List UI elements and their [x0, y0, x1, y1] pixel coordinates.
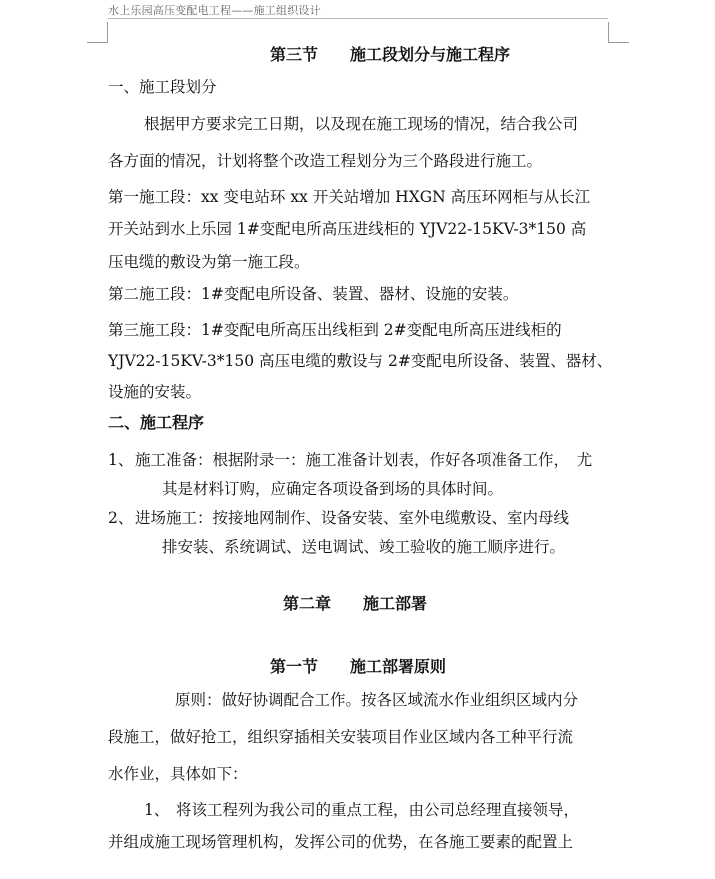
chapter-title: 第二章 施工部署 [283, 594, 428, 613]
paragraph-line: 压电缆的敷设为第一施工段。 [108, 253, 310, 271]
crop-mark-top-right [608, 22, 629, 43]
paragraph-line: 根据甲方要求完工日期，以及现在施工现场的情况，结合我公司 [144, 115, 579, 133]
paragraph-line: 第一施工段：xx 变电站环 xx 开关站增加 HXGN 高压环网柜与从长江 [108, 188, 591, 206]
paragraph-line: 第三施工段：1#变配电所高压出线柜到 2#变配电所高压进线柜的 [108, 321, 562, 339]
page-header-title: 水上乐园高压变配电工程——施工组织设计 [108, 4, 321, 17]
list-item-line: 将该工程列为我公司的重点工程，由公司总经理直接领导， [176, 801, 580, 819]
section-title: 第三节 施工段划分与施工程序 [270, 45, 511, 64]
paragraph-line: YJV22-15KV-3*150 高压电缆的敷设与 2#变配电所设备、装置、器材、 [108, 352, 613, 370]
subheading-procedure: 二、施工程序 [108, 413, 205, 432]
list-item-line: 并组成施工现场管理机构，发挥公司的优势，在各施工要素的配置上 [108, 833, 574, 851]
paragraph-line: 水作业，具体如下： [108, 765, 248, 783]
paragraph-line: 设施的安装。 [108, 383, 202, 401]
list-item-number: 1、 [108, 451, 134, 469]
list-item-number: 2、 [108, 509, 134, 527]
crop-mark-top-left [87, 22, 108, 43]
paragraph-line: 开关站到水上乐园 1#变配电所高压进线柜的 YJV22-15KV-3*150 高 [108, 220, 587, 238]
paragraph-line: 各方面的情况，计划将整个改造工程划分为三个路段进行施工。 [108, 152, 543, 170]
section-title: 第一节 施工部署原则 [270, 657, 447, 676]
paragraph-line: 段施工，做好抢工，组织穿插相关安装项目作业区域内各工种平行流 [108, 728, 574, 746]
list-item-line: 其是材料订购，应确定各项设备到场的具体时间。 [162, 480, 504, 498]
subheading-stage-division: 一、施工段划分 [108, 78, 217, 96]
paragraph-line: 第二施工段：1#变配电所设备、装置、器材、设施的安装。 [108, 285, 519, 303]
list-item-line: 排安装、系统调试、送电调试、竣工验收的施工顺序进行。 [162, 538, 566, 556]
list-item-line: 施工准备：根据附录一：施工准备计划表，作好各项准备工作， 尤 [135, 451, 593, 469]
paragraph-line: 原则：做好协调配合工作。按各区域流水作业组织区域内分 [175, 691, 579, 709]
list-item-number: 1、 [144, 801, 170, 819]
list-item-line: 进场施工：按接地网制作、设备安装、室外电缆敷设、室内母线 [135, 509, 570, 527]
header-divider [108, 18, 608, 19]
